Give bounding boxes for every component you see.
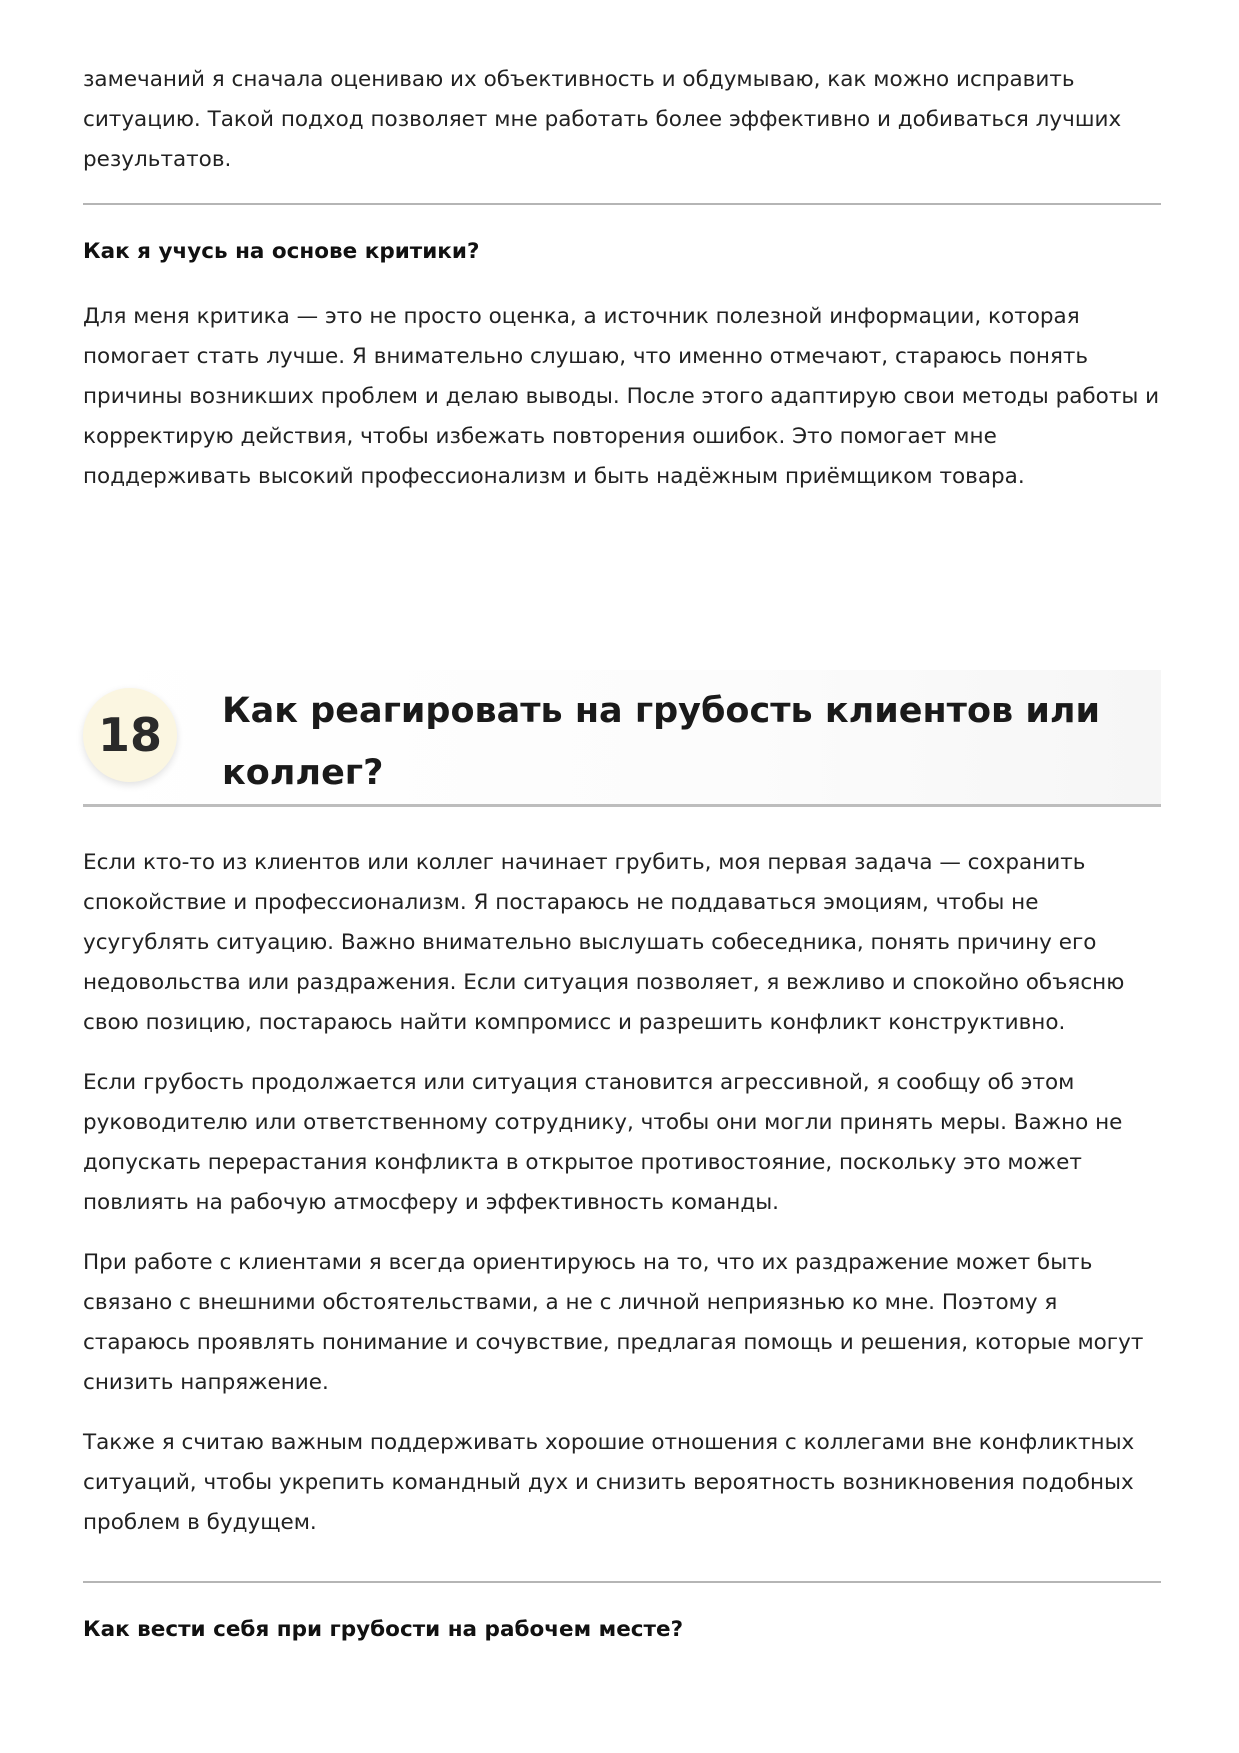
section-body — [83, 843, 1161, 1543]
section-paragraph: Если грубость продолжается или ситуация становится агрессивной, я сообщу об этом руководителю или ответственному сотруднику, чтобы они могли принять меры. Важно не допускать перерастания конфликта в открытое противостояние, поскольку это может повлиять на рабочую атмосферу и эффективность команды. — [83, 1070, 1123, 1215]
section-header — [83, 670, 1161, 807]
intro-paragraph: замечаний я сначала оцениваю их объективность и обдумываю, как можно исправить ситуацию. Такой подход позволяет мне работать более эффективно и добиваться лучших результатов. — [83, 67, 1122, 172]
section-paragraph: Если кто-то из клиентов или коллег начинает грубить, моя первая задача — сохранить спокойствие и профессионализм. Я постараюсь не поддаваться эмоциям, чтобы не усугублять ситуацию. Важно внимательно выслушать собеседника, понять причину его недовольства или раздражения. Если ситуация позволяет, я вежливо и спокойно объясню свою позицию, постараюсь найти компромисс и разрешить конфликт конструктивно. — [83, 850, 1125, 1035]
section-title: Как реагировать на грубость клиентов или коллег? — [222, 691, 1101, 793]
subquestion-answer: Для меня критика — это не просто оценка, а источник полезной информации, которая помогает стать лучше. Я внимательно слушаю, что именно отмечают, стараюсь понять причины возникших проблем и делаю выводы. После этого адаптирую свои методы работы и корректирую действия, чтобы избежать повторения ошибок. Это помогает мне поддерживать высокий профессионализм и быть надёжным приёмщиком товара. — [83, 304, 1160, 489]
divider — [83, 1581, 1161, 1583]
divider — [83, 203, 1161, 205]
subquestion-title: Как вести себя при грубости на рабочем месте? — [83, 1617, 684, 1642]
subquestion-title: Как я учусь на основе критики? — [83, 239, 480, 264]
section-paragraph: При работе с клиентами я всегда ориентируюсь на то, что их раздражение может быть связано с внешними обстоятельствами, а не с личной неприязнью ко мне. Поэтому я стараюсь проявлять понимание и сочувствие, предлагая помощь и решения, которые могут снизить напряжение. — [83, 1250, 1144, 1395]
section-number-badge: 18 — [83, 688, 177, 782]
section-paragraph: Также я считаю важным поддерживать хорошие отношения с коллегами вне конфликтных ситуаций, чтобы укрепить командный дух и снизить вероятность возникновения подобных проблем в будущем. — [83, 1430, 1135, 1535]
